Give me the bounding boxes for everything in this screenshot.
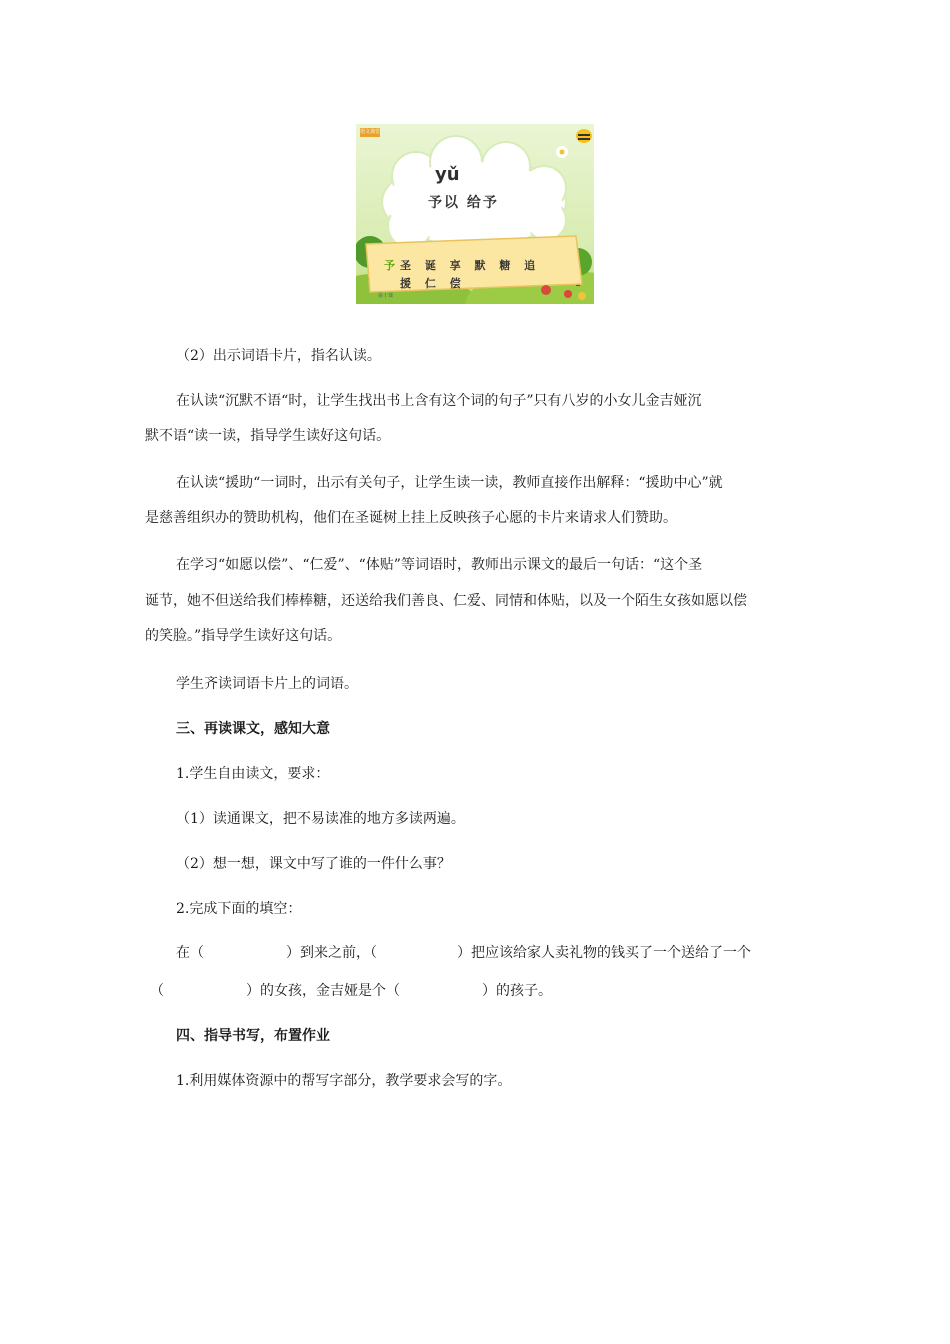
bee-icon [576,129,592,143]
section-heading: 四、指导书写，布置作业 [176,1028,330,1044]
flower-icon [556,146,568,158]
paragraph: （2）出示词语卡片，指名认读。 [176,348,381,364]
highlight-char: 予 [384,259,400,272]
paragraph: 1.利用媒体资源中的帮写字部分，教学要求会写的字。 [176,1073,512,1089]
paragraph: 1.学生自由读文，要求： [176,766,330,782]
paragraph-line: 在认读“沉默不语“时，让学生找出书上含有这个词的句子”只有八岁的小女儿金吉娅沉 [176,393,702,409]
fill-text: ）的孩子。 [482,983,552,999]
paragraph-line: 是慈善组织办的赞助机构，他们在圣诞树上挂上反映孩子心愿的卡片来请求人们赞助。 [145,510,677,526]
card-background-art [356,124,594,304]
fill-in-line-1 [176,943,751,963]
paragraph-line: 在认读“援助“一词时，出示有关句子，让学生读一读，教师直接作出解释：“援助中心”就 [176,475,723,491]
pinyin-text: yǔ [435,164,460,185]
fill-text: ）的女孩，金吉娅是个（ [246,983,400,999]
chars-row1-text: 圣 诞 享 默 糖 追 [400,259,541,272]
paragraph: （1）读通课文，把不易读准的地方多读两遍。 [176,811,465,827]
fill-text: ）到来之前，（ [286,945,377,961]
card-word: 予以 给予 [428,195,499,211]
card-badge: 语文课堂 [360,129,381,135]
card-characters-row1 [384,257,540,273]
paragraph-line: 诞节，她不但送给我们棒棒糖，还送给我们善良、仁爱、同情和体贴，以及一个陌生女孩如愿以偿 [145,593,747,609]
paragraph-line: 的笑脸。”指导学生读好这句话。 [145,628,342,644]
paragraph-line: 默不语“读一读，指导学生读好这句话。 [145,428,391,444]
paragraph: （2）想一想，课文中写了谁的一件什么事？ [176,856,451,872]
fill-in-line-2 [150,981,552,1001]
word-card-illustration [356,124,594,304]
fill-text: ）把应该给家人卖礼物的钱买了一个送给了一个 [457,945,751,961]
paragraph: 2.完成下面的填空： [176,901,302,917]
paragraph: 学生齐读词语卡片上的词语。 [176,676,358,692]
fill-text: （ [150,983,164,999]
paragraph-line: 在学习“如愿以偿”、“仁爱”、“体贴”等词语时，教师出示课文的最后一句话：“这个圣 [176,557,703,573]
card-footer: 第十课 [378,293,394,299]
section-heading: 三、再读课文，感知大意 [176,721,330,737]
card-characters-row2: 援 仁 偿 [400,277,466,290]
fill-text: 在（ [176,945,204,961]
